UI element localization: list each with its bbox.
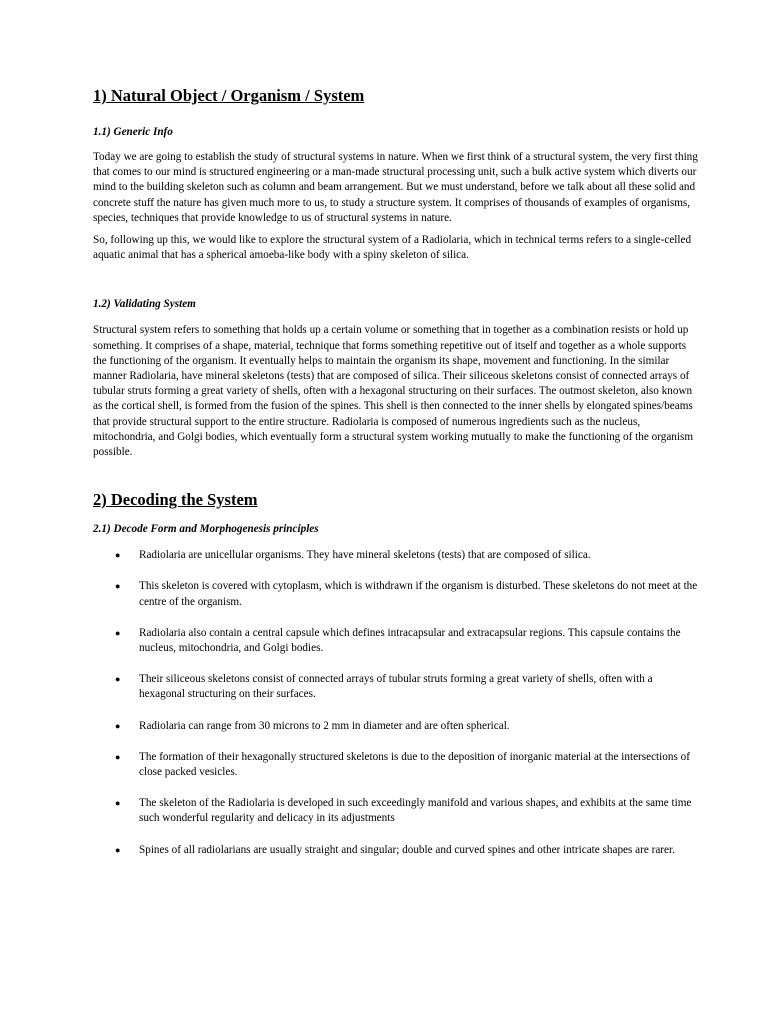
list-item-text: The skeleton of the Radiolaria is developed in such exceedingly manifold and various shapes, and exhibits at the same time such wonderful regularity and delicacy in its adjustments <box>139 797 692 825</box>
list-item <box>93 843 698 858</box>
list-item <box>93 626 698 656</box>
subheading-generic-info: 1.1) Generic Info <box>93 126 173 138</box>
list-item-text: Spines of all radiolarians are usually straight and singular; double and curved spines and other intricate shapes are rarer. <box>139 843 675 856</box>
bullet-icon: ● <box>115 550 121 561</box>
list-item-text: Radiolaria also contain a central capsule which defines intracapsular and extracapsular regions. This capsule contains the nucleus, mitochondria, and Golgi bodies. <box>139 626 681 655</box>
list-item-text: Their siliceous skeletons consist of connected arrays of tubular struts forming a great variety of shells, often with a hexagonal structuring on their surfaces. <box>139 673 653 701</box>
subheading-decode-form: 2.1) Decode Form and Morphogenesis principles <box>93 523 319 536</box>
bullet-icon: ● <box>115 720 121 731</box>
list-item <box>93 719 698 734</box>
list-item <box>93 672 698 702</box>
list-item-text: The formation of their hexagonally structured skeletons is due to the deposition of inorganic material at the intersections of close packed vesicles. <box>139 750 690 779</box>
morphogenesis-bullet-list <box>93 548 698 858</box>
list-item <box>93 796 698 826</box>
bullet-icon: ● <box>115 751 121 762</box>
paragraph-generic-info-1: Today we are going to establish the study of structural systems in nature. When we first think of a structural system, the very first thing that comes to our mind is structured engineering or a man-made structural processing unit, such a bulk active system which diverts our mind to the building skeleton such as column and beam arrangement. But we must understand, before we talk about all these solid and concrete stuff the nature has given much more to us, to study a structure system. It comprises of thousands of examples of organisms, species, techniques that provide knowledge to us of structural systems in nature. <box>93 151 698 224</box>
bullet-icon: ● <box>115 798 121 809</box>
list-item-text: Radiolaria can range from 30 microns to 2 mm in diameter and are often spherical. <box>139 719 510 732</box>
bullet-icon: ● <box>115 627 121 638</box>
bullet-icon: ● <box>115 844 121 855</box>
list-item <box>93 750 698 780</box>
paragraph-validating-system: Structural system refers to something that holds up a certain volume or something that in together as a combination resists or hold up something. It comprises of a shape, material, technique that forms something repetitive out of itself and together as a whole supports the functioning of the organism. It eventually helps to maintain the organism its shape, movement and functioning. In the similar manner Radiolaria, have mineral skeletons (tests) that are composed of silica. Their siliceous skeletons consist of connected arrays of tubular struts forming a great variety of shells, often with a hexagonal structuring on their surfaces. The outmost skeleton, also known as the cortical shell, is formed from the fusion of the spines. This shell is then connected to the inner shells by elongated spines/beams that provide structural support to the entire structure. Radiolaria is composed of numerous ingredients such as the nucleus, mitochondria, and Golgi bodies, which eventually form a structural system working mutually to make the functioning of the organism possible. <box>93 324 694 459</box>
list-item <box>93 579 698 609</box>
list-item <box>93 548 698 563</box>
list-item-text: This skeleton is covered with cytoplasm, which is withdrawn if the organism is disturbed. These skeletons do not meet at the centre of the organism. <box>139 580 698 608</box>
bullet-icon: ● <box>115 581 121 592</box>
paragraph-generic-info-2: So, following up this, we would like to explore the structural system of a Radiolaria, which in technical terms refers to a single-celled aquatic animal that has a spherical amoeba-like body with a spiny skeleton of silica. <box>93 234 692 262</box>
list-item-text: Radiolaria are unicellular organisms. They have mineral skeletons (tests) that are composed of silica. <box>139 549 591 562</box>
section-heading-natural-object: 1) Natural Object / Organism / System <box>93 86 365 105</box>
subheading-validating-system: 1.2) Validating System <box>93 298 196 311</box>
bullet-icon: ● <box>115 674 121 685</box>
section-heading-decoding-system: 2) Decoding the System <box>93 490 258 510</box>
